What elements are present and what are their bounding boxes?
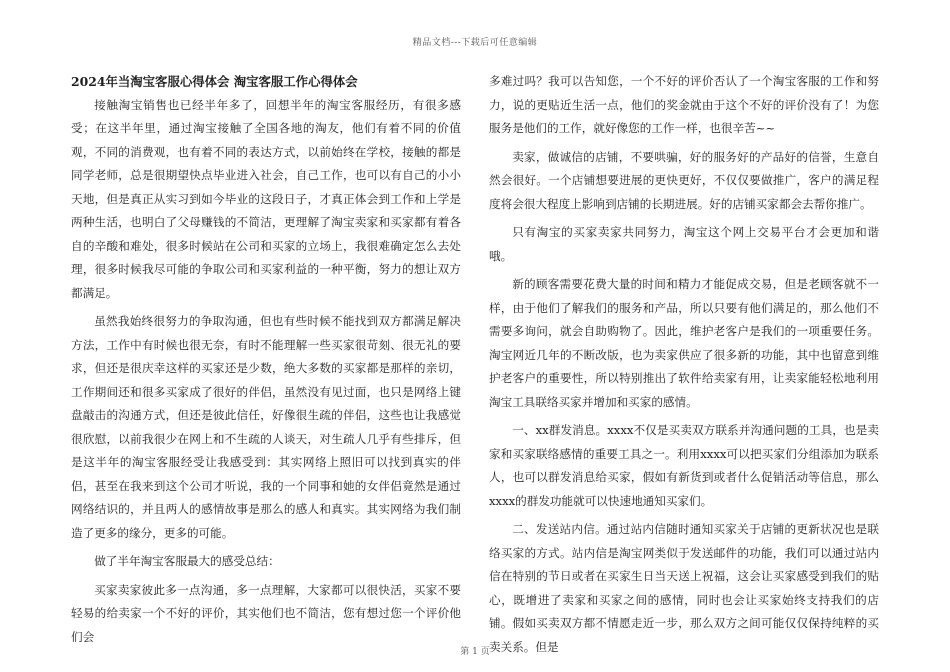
- left-column: [71, 70, 461, 654]
- paragraph: 只有淘宝的买家卖家共同努力，淘宝这个网上交易平台才会更加和谐哦。: [489, 225, 879, 263]
- document-title: 2024年当淘宝客服心得体会 淘宝客服工作心得体会: [71, 74, 358, 89]
- page-number: 第 1 页: [460, 647, 490, 657]
- right-column: [489, 70, 879, 664]
- paragraph-continuation: 多难过吗？我可以告知您，一个不好的评价否认了一个淘宝客服的工作和努力，说的更贴近生活一点，他们的奖金就由于这个不好的评价没有了！为您服务是他们的工作，就好像您的工作一样，也很辛苦~~: [489, 74, 879, 135]
- page-header: 精品文档---下载后可任意编辑: [412, 38, 538, 48]
- paragraph: 买家卖家彼此多一点沟通，多一点理解，大家都可以很快活，买家不要轻易的给卖家一个不好的评价，其实他们也不简洁，您有想过您一个评价他们会: [71, 582, 461, 644]
- paragraph: 卖家，做诚信的店铺，不要哄骗，好的服务好的产品好的信誉，生意自然会很好。一个店铺想要进展的更快更好，不仅仅要做推广，客户的满足程度将会很大程度上影响到店铺的长期进展。好的店铺买家都会去帮你推广。: [489, 149, 879, 211]
- paragraph: 接触淘宝销售也已经半年多了，回想半年的淘宝客服经历，有很多感受；在这半年里，通过淘宝接触了全国各地的淘友，他们有着不同的价值观，不同的消费观，也有着不同的表达方式，以前始终在学校，接触的都是同学老师，总是很期望快点毕业进入社会，自己工作，也可以有自己的小小天地，但是真正从实习到如今毕业的这段日子，才真正体会到工作和上学是两种生活，也明白了父母赚钱的不简洁，更理解了淘宝卖家和买家都有着各自的辛酸和难处，很多时候站在公司和买家的立场上，我很难确定怎么去处理，很多时候我尽可能的争取公司和买家利益的一种平衡，努力的想让双方都满足。: [71, 97, 461, 300]
- paragraph: 做了半年淘宝客服最大的感受总结：: [94, 554, 280, 568]
- paragraph: 一、xx群发消息。xxxx不仅是买卖双方联系并沟通问题的工具，也是卖家和买家联络感情的重要工具之一。利用xxxx可以把买家们分组添加为联系人，也可以群发消息给买家，假如有新货到或者什么促销活动等信息，那么xxxx的群发功能就可以快速地通知买家们。: [489, 423, 879, 508]
- paragraph: 虽然我始终很努力的争取沟通，但也有些时候不能找到双方都满足解决方法，工作中有时候也很无奈，有时不能理解一些买家很苛刻、很无礼的要求，但还是很庆幸这样的买家还是少数，绝大多数的买家都是那样的亲切，工作期间还和很多买家成了很好的伴侣，虽然没有见过面，也只是网络上键盘敲击的沟通方式，但还是彼此信任，好像很生疏的伴侣，这些也让我感觉很欣慰，以前我很少在网上和不生疏的人谈天，对生疏人几乎有些排斥，但是这半年的淘宝客服经受让我感受到：其实网络上照旧可以找到真实的伴侣，甚至在我来到这个公司才听说，我的一个同事和她的女伴侣竟然是通过网络结识的，并且两人的感情故事是那么的感人和真实。其实网络为我们制造了更多的缘分，更多的可能。: [71, 314, 461, 540]
- paragraph: 二、发送站内信。通过站内信随时通知买家关于店铺的更新状况也是联络买家的方式。站内信是淘宝网类似于发送邮件的功能，我们可以通过站内信在特别的节日或者在买家生日当天送上祝福，这会让买家感受到我们的贴心，既增进了卖家和买家之间的感情，同时也会让买家始终支持我们的店铺。假如买卖双方都不情愿走近一步，那么双方之间可能仅仅保持纯粹的买卖关系。但是: [489, 522, 879, 654]
- paragraph: 新的顾客需要花费大量的时间和精力才能促成交易，但是老顾客就不一样，由于他们了解我们的服务和产品，所以只要有他们满足的，那么他们不需要多询问，就会自助购物了。因此，维护老客户是我们的一项重要任务。淘宝网近几年的不断改版，也为卖家供应了很多新的功能，其中也留意到维护老客户的重要性，所以特别推出了软件给卖家有用，让卖家能轻松地利用淘宝工具联络买家并增加和买家的感情。: [489, 277, 879, 409]
